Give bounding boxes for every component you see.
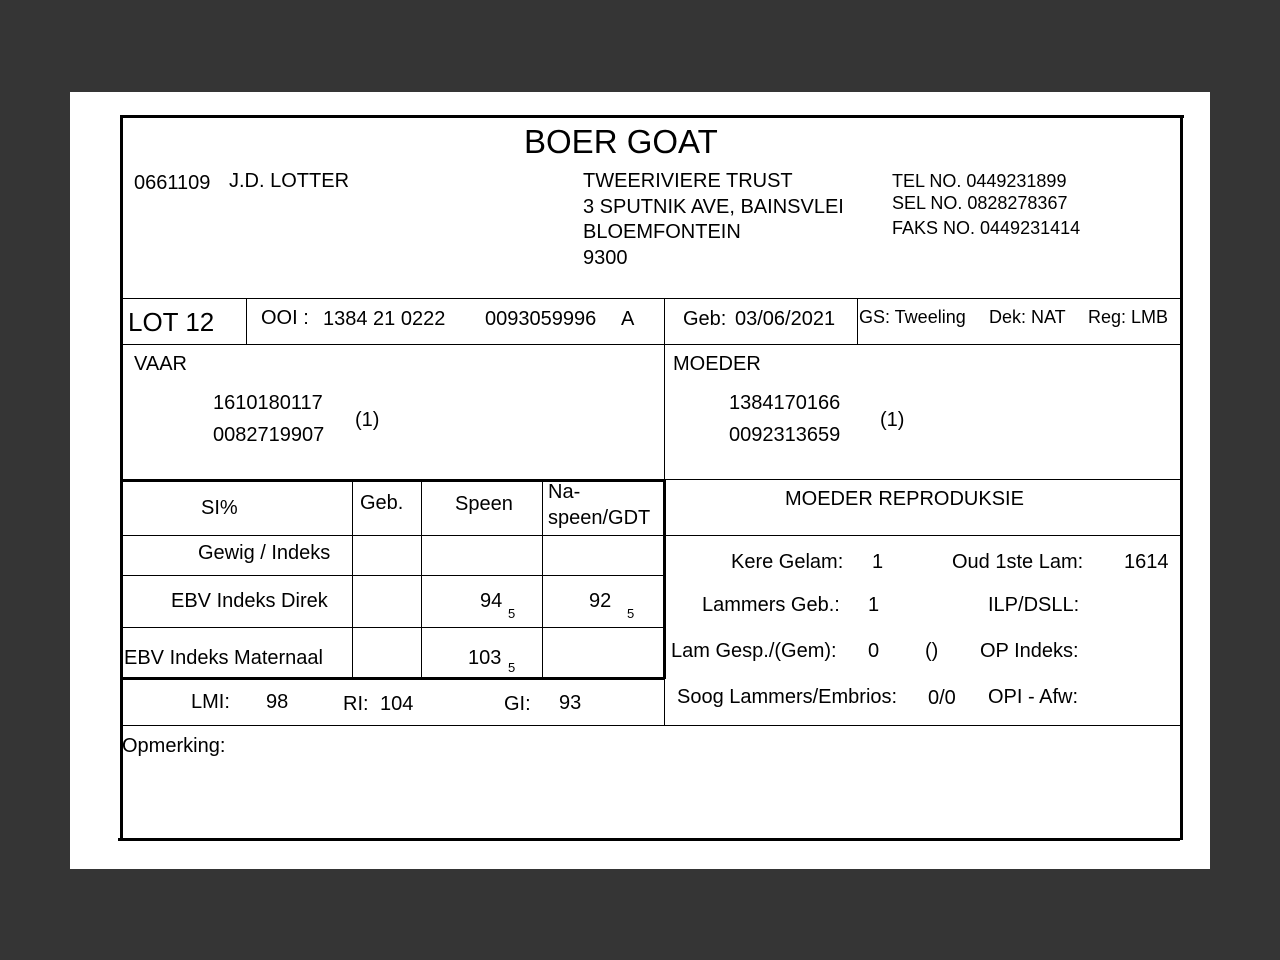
ebv-direk-naspeen: 92 [589, 590, 612, 612]
op-indeks-label: OP Indeks: [980, 640, 1079, 662]
kere-gelam-label: Kere Gelam: [731, 551, 844, 573]
ebv-row-maternaal: EBV Indeks Maternaal [124, 647, 323, 669]
lmi-label: LMI: [191, 691, 230, 713]
ilp-label: ILP/DSLL: [988, 594, 1080, 616]
owner-line-4: 9300 [583, 247, 628, 269]
gi-label: GI: [504, 693, 531, 715]
divider-geb-v [857, 298, 858, 344]
vaar-id-1: 1610180117 [213, 392, 323, 414]
ebv-direk-naspeen-sub: 5 [627, 606, 635, 621]
divider-lot [120, 344, 1182, 345]
repro-top [665, 479, 1182, 480]
contact-tel: TEL NO. 0449231899 [892, 171, 1067, 191]
ebv-row-gewig: Gewig / Indeks [198, 542, 331, 564]
moeder-note: (1) [880, 409, 905, 431]
moeder-label: MOEDER [673, 353, 761, 375]
border-right [1180, 115, 1183, 840]
owner-line-2: 3 SPUTNIK AVE, BAINSVLEI [583, 196, 844, 218]
breeder-number: 0661109 [134, 172, 211, 194]
border-top [120, 115, 1184, 118]
oud-lam-value: 1614 [1124, 551, 1169, 573]
lam-gem-value: () [925, 640, 939, 662]
ebv-header-naspeen-1: Na- [548, 481, 581, 503]
soog-value: 0/0 [928, 687, 956, 709]
ri-label: RI: [343, 693, 369, 715]
ebv-col2 [421, 482, 422, 678]
birth-date: 03/06/2021 [735, 308, 836, 330]
oud-lam-label: Oud 1ste Lam: [952, 551, 1084, 573]
border-left [120, 115, 123, 840]
lam-gesp-value: 0 [868, 640, 880, 662]
ebv-direk-speen: 94 [480, 590, 503, 612]
reg-value: Reg: LMB [1088, 307, 1169, 327]
ebv-right-border [663, 479, 666, 679]
border-bottom [118, 838, 1180, 841]
ebv-row1 [120, 535, 665, 536]
lmi-value: 98 [266, 691, 289, 713]
owner-line-1: TWEERIVIERE TRUST [583, 170, 793, 192]
divider-opmerking [120, 725, 1182, 726]
ebv-maternaal-speen: 103 [468, 647, 502, 669]
reproduction-title: MOEDER REPRODUKSIE [785, 488, 1024, 510]
ebv-maternaal-speen-sub: 5 [508, 660, 516, 675]
lam-gesp-label: Lam Gesp./(Gem): [671, 640, 837, 662]
moeder-id-2: 0092313659 [729, 424, 841, 446]
animal-reg-number: 0093059996 [485, 308, 597, 330]
moeder-id-1: 1384170166 [729, 392, 841, 414]
divider-lot-v [246, 298, 247, 344]
animal-id: 1384 21 0222 [323, 308, 446, 330]
repro-header-line [665, 535, 1182, 536]
owner-line-3: BLOEMFONTEIN [583, 221, 741, 243]
vaar-id-2: 0082719907 [213, 424, 325, 446]
gs-value: GS: Tweeling [859, 307, 966, 327]
opi-label: OPI - Afw: [988, 686, 1079, 708]
ebv-col1 [352, 482, 353, 678]
dek-value: Dek: NAT [989, 307, 1066, 327]
lammers-geb-value: 1 [868, 594, 880, 616]
geb-label: Geb: [683, 308, 727, 330]
vaar-note: (1) [355, 409, 380, 431]
page-title: BOER GOAT [524, 123, 718, 160]
ebv-header-speen: Speen [455, 493, 513, 515]
kere-gelam-value: 1 [872, 551, 884, 573]
contact-sel: SEL NO. 0828278367 [892, 193, 1068, 213]
ebv-header-naspeen-2: speen/GDT [548, 507, 651, 529]
opmerking-label: Opmerking: [122, 735, 226, 757]
ooi-label: OOI : [261, 307, 309, 329]
divider-header [120, 298, 1182, 299]
soog-label: Soog Lammers/Embrios: [677, 686, 898, 708]
ebv-bottom [120, 677, 665, 680]
ebv-row2 [120, 575, 665, 576]
ebv-header-geb: Geb. [360, 492, 404, 514]
vaar-label: VAAR [134, 353, 187, 375]
ebv-row3 [120, 627, 665, 628]
gi-value: 93 [559, 692, 582, 714]
ebv-header-si: SI% [201, 497, 238, 519]
animal-grade: A [621, 308, 635, 330]
ebv-row-direk: EBV Indeks Direk [171, 590, 328, 612]
breeder-name: J.D. LOTTER [229, 170, 350, 192]
ebv-col3 [542, 482, 543, 678]
lot-number: LOT 12 [128, 307, 215, 337]
ebv-top [120, 479, 665, 482]
lammers-geb-label: Lammers Geb.: [702, 594, 840, 616]
ebv-direk-speen-sub: 5 [508, 606, 516, 621]
contact-faks: FAKS NO. 0449231414 [892, 218, 1081, 238]
ri-value: 104 [380, 693, 414, 715]
